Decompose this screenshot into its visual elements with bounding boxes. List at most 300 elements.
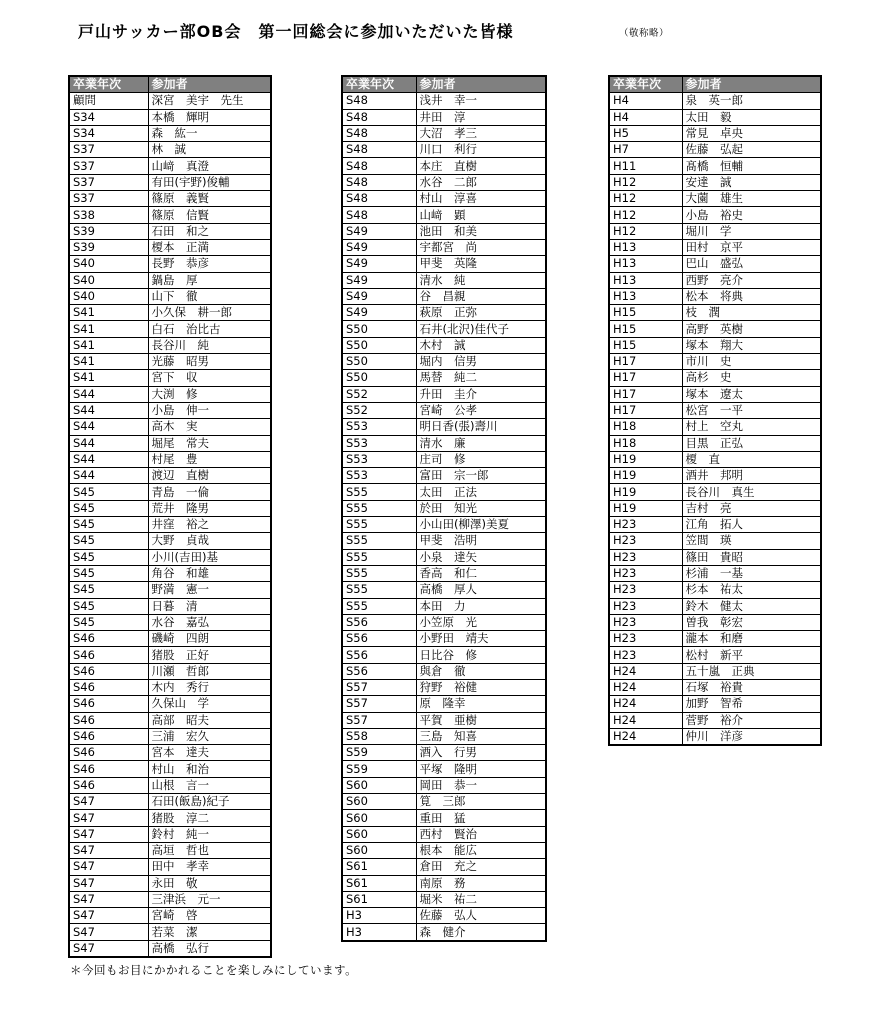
table-row — [69, 125, 271, 141]
table-row — [342, 712, 546, 728]
year-cell: H23 — [609, 598, 682, 614]
year-cell: S37 — [69, 142, 148, 158]
participant-cell: 於田 知光 — [416, 500, 546, 516]
year-cell: S47 — [69, 940, 148, 957]
year-cell: S45 — [69, 549, 148, 565]
participant-cell: 太田 毅 — [682, 109, 821, 125]
table-row — [609, 239, 821, 255]
year-cell: S50 — [342, 337, 416, 353]
table-row — [609, 93, 821, 109]
participant-cell: 本庄 直樹 — [416, 158, 546, 174]
participant-cell: 髙橋 恒輔 — [682, 158, 821, 174]
participant-cell: 宮崎 啓 — [148, 908, 271, 924]
footer-note: ＊今回もお目にかかれることを楽しみにしています。 — [70, 963, 358, 977]
participant-cell: 若菜 潔 — [148, 924, 271, 940]
year-cell: H18 — [609, 419, 682, 435]
participant-cell: 三浦 宏久 — [148, 728, 271, 744]
table-row — [342, 859, 546, 875]
table-row — [342, 158, 546, 174]
year-cell: S53 — [342, 435, 416, 451]
year-cell: S48 — [342, 125, 416, 141]
year-cell: S44 — [69, 451, 148, 467]
participant-cell: 原 隆幸 — [416, 696, 546, 712]
table-row — [609, 696, 821, 712]
year-cell: H5 — [609, 125, 682, 141]
participant-cell: 三島 知喜 — [416, 728, 546, 744]
table-row — [342, 745, 546, 761]
header-row — [609, 76, 821, 93]
participant-cell: 宮崎 公孝 — [416, 402, 546, 418]
year-cell: H17 — [609, 370, 682, 386]
table-row — [342, 761, 546, 777]
table-row — [609, 174, 821, 190]
participant-cell: 有田(宇野)俊輔 — [148, 174, 271, 190]
participant-cell: 倉田 充之 — [416, 859, 546, 875]
year-cell: S34 — [69, 109, 148, 125]
participant-cell: 塚本 翔大 — [682, 337, 821, 353]
participant-cell: 三津浜 元一 — [148, 891, 271, 907]
table-row — [609, 679, 821, 695]
participant-cell: 高野 英樹 — [682, 321, 821, 337]
year-cell: S59 — [342, 761, 416, 777]
year-cell: H12 — [609, 191, 682, 207]
year-cell: S52 — [342, 402, 416, 418]
year-cell: S55 — [342, 484, 416, 500]
year-cell: S47 — [69, 794, 148, 810]
year-cell: S46 — [69, 745, 148, 761]
participant-cell: 山﨑 顕 — [416, 207, 546, 223]
table-row — [609, 419, 821, 435]
year-cell: S46 — [69, 777, 148, 793]
year-cell: S50 — [342, 370, 416, 386]
participant-cell: 小笠原 光 — [416, 614, 546, 630]
year-cell: S53 — [342, 419, 416, 435]
year-cell: S44 — [69, 402, 148, 418]
year-cell: S61 — [342, 875, 416, 891]
participant-cell: 石塚 裕貴 — [682, 679, 821, 695]
table-row — [342, 207, 546, 223]
participant-cell: 大野 貞哉 — [148, 533, 271, 549]
participant-cell: 太田 正法 — [416, 484, 546, 500]
participant-cell: 根本 能広 — [416, 842, 546, 858]
participant-cell: 鍋島 厚 — [148, 272, 271, 288]
table-row — [69, 174, 271, 190]
participant-cell: 五十嵐 正典 — [682, 663, 821, 679]
table-row — [69, 745, 271, 761]
table-row — [69, 321, 271, 337]
year-cell: S39 — [69, 239, 148, 255]
participant-cell: 杉本 祐太 — [682, 582, 821, 598]
participant-cell: 庄司 修 — [416, 451, 546, 467]
year-cell: H13 — [609, 239, 682, 255]
table-row — [69, 468, 271, 484]
participant-cell: 林 誠 — [148, 142, 271, 158]
table-row — [342, 891, 546, 907]
table-row — [69, 419, 271, 435]
table-row — [69, 810, 271, 826]
table-row — [69, 517, 271, 533]
year-cell: H24 — [609, 696, 682, 712]
year-cell: H12 — [609, 223, 682, 239]
table-row — [69, 614, 271, 630]
participant-cell: 篠原 信賢 — [148, 207, 271, 223]
participant-cell: 平塚 隆明 — [416, 761, 546, 777]
participant-cell: 岡田 恭一 — [416, 777, 546, 793]
table-row — [609, 549, 821, 565]
year-cell: S41 — [69, 370, 148, 386]
participant-cell: 枝 潤 — [682, 305, 821, 321]
participant-cell: 清水 純 — [416, 272, 546, 288]
table-row — [342, 842, 546, 858]
participant-cell: 瀧本 和磨 — [682, 631, 821, 647]
participant-cell: 村山 和治 — [148, 761, 271, 777]
year-cell: H7 — [609, 142, 682, 158]
table-row — [609, 191, 821, 207]
participant-cell: 南原 務 — [416, 875, 546, 891]
table-row — [609, 207, 821, 223]
year-cell: S39 — [69, 223, 148, 239]
participant-cell: 木村 誠 — [416, 337, 546, 353]
table-row — [342, 288, 546, 304]
roster-table-2 — [341, 75, 547, 942]
table-row — [69, 679, 271, 695]
table-row — [69, 647, 271, 663]
year-cell: H24 — [609, 728, 682, 745]
year-cell: S46 — [69, 761, 148, 777]
table-row — [609, 712, 821, 728]
year-cell: H23 — [609, 533, 682, 549]
table-row — [609, 631, 821, 647]
year-cell: S49 — [342, 288, 416, 304]
table-row — [609, 354, 821, 370]
participant-cell: 水谷 嘉弘 — [148, 614, 271, 630]
year-cell: S37 — [69, 174, 148, 190]
table-row — [609, 321, 821, 337]
year-cell: S55 — [342, 533, 416, 549]
table-row — [69, 940, 271, 957]
participant-cell: 甲斐 英隆 — [416, 256, 546, 272]
table-row — [342, 826, 546, 842]
participant-cell: 與倉 徹 — [416, 663, 546, 679]
year-cell: S55 — [342, 582, 416, 598]
table-row — [69, 859, 271, 875]
header-row — [342, 76, 546, 93]
year-cell: S57 — [342, 712, 416, 728]
table-row — [609, 647, 821, 663]
participant-cell: 村尾 豊 — [148, 451, 271, 467]
table-row — [342, 191, 546, 207]
participant-cell: 佐藤 弘人 — [416, 908, 546, 924]
year-cell: S55 — [342, 517, 416, 533]
year-cell: S56 — [342, 647, 416, 663]
participant-cell: 日暮 清 — [148, 598, 271, 614]
table-row — [342, 614, 546, 630]
table-row — [69, 386, 271, 402]
participant-cell: 高部 昭夫 — [148, 712, 271, 728]
table-row — [69, 761, 271, 777]
year-cell: S48 — [342, 191, 416, 207]
participant-cell: 磯崎 四朗 — [148, 631, 271, 647]
participant-cell: 永田 敬 — [148, 875, 271, 891]
year-cell: H17 — [609, 354, 682, 370]
header-row — [69, 76, 271, 93]
table-row — [342, 370, 546, 386]
year-cell: H24 — [609, 663, 682, 679]
participant-cell: 井窪 裕之 — [148, 517, 271, 533]
year-header: 卒業年次 — [342, 76, 416, 93]
participant-cell: 本橋 輝明 — [148, 109, 271, 125]
participant-cell: 香高 和仁 — [416, 565, 546, 581]
table-row — [69, 696, 271, 712]
table-row — [342, 598, 546, 614]
participant-cell: 村上 空丸 — [682, 419, 821, 435]
year-cell: S49 — [342, 223, 416, 239]
participant-cell: 光藤 昭男 — [148, 354, 271, 370]
table-row — [342, 500, 546, 516]
table-row — [609, 435, 821, 451]
year-cell: S45 — [69, 598, 148, 614]
table-row — [69, 549, 271, 565]
participant-cell: 本田 力 — [416, 598, 546, 614]
year-cell: S60 — [342, 842, 416, 858]
table-row — [69, 272, 271, 288]
participant-cell: 小川(吉田)基 — [148, 549, 271, 565]
table-row — [69, 582, 271, 598]
table-row — [342, 794, 546, 810]
table-row — [342, 533, 546, 549]
participant-cell: 小島 伸一 — [148, 402, 271, 418]
participant-cell: 井田 淳 — [416, 109, 546, 125]
year-cell: S57 — [342, 696, 416, 712]
year-cell: S49 — [342, 256, 416, 272]
roster-table-3 — [608, 75, 822, 746]
table-row — [342, 582, 546, 598]
year-cell: S48 — [342, 158, 416, 174]
table-row — [342, 679, 546, 695]
table-row — [69, 728, 271, 744]
year-cell: S61 — [342, 859, 416, 875]
participant-cell: 佐藤 弘起 — [682, 142, 821, 158]
participant-cell: 馬替 純二 — [416, 370, 546, 386]
participant-cell: 川口 利行 — [416, 142, 546, 158]
participant-cell: 菅野 裕介 — [682, 712, 821, 728]
year-cell: 顧問 — [69, 93, 148, 109]
year-cell: S45 — [69, 517, 148, 533]
year-cell: S58 — [342, 728, 416, 744]
table-row — [69, 533, 271, 549]
year-cell: H17 — [609, 386, 682, 402]
participant-cell: 西村 賢治 — [416, 826, 546, 842]
year-cell: S46 — [69, 679, 148, 695]
year-cell: H19 — [609, 468, 682, 484]
participant-cell: 吉村 亮 — [682, 500, 821, 516]
table-row — [342, 305, 546, 321]
participant-cell: 酒井 邦明 — [682, 468, 821, 484]
participant-cell: 高橋 厚人 — [416, 582, 546, 598]
year-cell: H24 — [609, 712, 682, 728]
table-row — [69, 712, 271, 728]
year-cell: S46 — [69, 728, 148, 744]
table-row — [69, 256, 271, 272]
table-row — [342, 468, 546, 484]
table-row — [69, 223, 271, 239]
participant-cell: 堀尾 常夫 — [148, 435, 271, 451]
participant-cell: 筧 三郎 — [416, 794, 546, 810]
participant-cell: 杉浦 一基 — [682, 565, 821, 581]
year-cell: S46 — [69, 631, 148, 647]
year-cell: S44 — [69, 468, 148, 484]
year-cell: S60 — [342, 777, 416, 793]
table-row — [609, 533, 821, 549]
participant-cell: 山﨑 真澄 — [148, 158, 271, 174]
table-row — [69, 875, 271, 891]
participant-cell: 大渕 修 — [148, 386, 271, 402]
year-cell: H13 — [609, 272, 682, 288]
participant-cell: 浅井 幸一 — [416, 93, 546, 109]
participant-cell: 西野 亮介 — [682, 272, 821, 288]
table-row — [69, 142, 271, 158]
participant-cell: 谷 昌親 — [416, 288, 546, 304]
table-row — [342, 321, 546, 337]
participant-cell: 渡辺 直樹 — [148, 468, 271, 484]
table-row — [609, 614, 821, 630]
table-row — [342, 696, 546, 712]
table-row — [342, 402, 546, 418]
year-cell: S45 — [69, 500, 148, 516]
table-row — [342, 565, 546, 581]
participant-cell: 堀川 学 — [682, 223, 821, 239]
participant-cell: 小泉 達矢 — [416, 549, 546, 565]
table-row — [609, 598, 821, 614]
year-cell: S41 — [69, 305, 148, 321]
table-row — [342, 663, 546, 679]
year-cell: S60 — [342, 810, 416, 826]
year-cell: S56 — [342, 663, 416, 679]
year-cell: S40 — [69, 256, 148, 272]
year-cell: S59 — [342, 745, 416, 761]
year-cell: S49 — [342, 239, 416, 255]
year-cell: S47 — [69, 859, 148, 875]
table-row — [69, 484, 271, 500]
participant-cell: 篠田 貴昭 — [682, 549, 821, 565]
table-row — [69, 842, 271, 858]
participant-cell: 小山田(柳澤)美夏 — [416, 517, 546, 533]
table-row — [69, 908, 271, 924]
table-row — [342, 239, 546, 255]
year-cell: S60 — [342, 826, 416, 842]
participant-cell: 堀米 祐二 — [416, 891, 546, 907]
table-row — [609, 272, 821, 288]
table-row — [609, 256, 821, 272]
year-cell: S47 — [69, 842, 148, 858]
participant-cell: 高橋 弘行 — [148, 940, 271, 957]
year-cell: S53 — [342, 468, 416, 484]
table-row — [609, 582, 821, 598]
table-row — [69, 158, 271, 174]
year-cell: S46 — [69, 696, 148, 712]
year-cell: H12 — [609, 174, 682, 190]
participant-cell: 曽我 彰宏 — [682, 614, 821, 630]
year-cell: H23 — [609, 549, 682, 565]
table-row — [342, 908, 546, 924]
year-header: 卒業年次 — [609, 76, 682, 93]
table-row — [69, 354, 271, 370]
table-row — [342, 109, 546, 125]
year-cell: H13 — [609, 288, 682, 304]
year-cell: S44 — [69, 419, 148, 435]
table-row — [609, 125, 821, 141]
table-row — [69, 777, 271, 793]
year-cell: S40 — [69, 288, 148, 304]
year-cell: H23 — [609, 631, 682, 647]
participant-cell: 篠原 義賢 — [148, 191, 271, 207]
year-cell: S47 — [69, 875, 148, 891]
participant-header: 参加者 — [682, 76, 821, 93]
participant-cell: 狩野 裕健 — [416, 679, 546, 695]
table-row — [69, 924, 271, 940]
year-cell: S56 — [342, 631, 416, 647]
table-row — [342, 93, 546, 109]
participant-header: 参加者 — [416, 76, 546, 93]
table-row — [609, 402, 821, 418]
participant-cell: 小野田 靖夫 — [416, 631, 546, 647]
year-cell: S45 — [69, 533, 148, 549]
year-cell: H11 — [609, 158, 682, 174]
participant-cell: 水谷 二郎 — [416, 174, 546, 190]
year-cell: S50 — [342, 354, 416, 370]
table-row — [69, 435, 271, 451]
year-cell: S47 — [69, 908, 148, 924]
participant-cell: 日比谷 修 — [416, 647, 546, 663]
participant-cell: 目黒 正弘 — [682, 435, 821, 451]
year-cell: H3 — [342, 908, 416, 924]
participant-cell: 森 紘一 — [148, 125, 271, 141]
participant-cell: 市川 史 — [682, 354, 821, 370]
year-cell: S41 — [69, 354, 148, 370]
table-row — [342, 549, 546, 565]
table-row — [342, 484, 546, 500]
table-row — [342, 924, 546, 941]
participant-cell: 巴山 盛弘 — [682, 256, 821, 272]
participant-cell: 安達 誠 — [682, 174, 821, 190]
table-row — [609, 386, 821, 402]
table-row — [69, 288, 271, 304]
table-row — [69, 565, 271, 581]
participant-cell: 明日香(張)壽川 — [416, 419, 546, 435]
participant-cell: 森 健介 — [416, 924, 546, 941]
year-cell: S48 — [342, 142, 416, 158]
year-cell: H23 — [609, 517, 682, 533]
year-cell: S37 — [69, 158, 148, 174]
table-row — [609, 370, 821, 386]
table-row — [609, 288, 821, 304]
year-cell: S55 — [342, 500, 416, 516]
table-row — [609, 565, 821, 581]
table-row — [609, 158, 821, 174]
year-cell: S45 — [69, 565, 148, 581]
year-cell: S45 — [69, 582, 148, 598]
participant-cell: 池田 和美 — [416, 223, 546, 239]
table-row — [69, 191, 271, 207]
participant-cell: 田中 孝幸 — [148, 859, 271, 875]
table-row — [342, 223, 546, 239]
year-cell: S55 — [342, 549, 416, 565]
participant-cell: 深宮 美宇 先生 — [148, 93, 271, 109]
year-cell: S48 — [342, 109, 416, 125]
table-row — [342, 142, 546, 158]
participant-cell: 長谷川 真生 — [682, 484, 821, 500]
participant-cell: 野満 憲一 — [148, 582, 271, 598]
